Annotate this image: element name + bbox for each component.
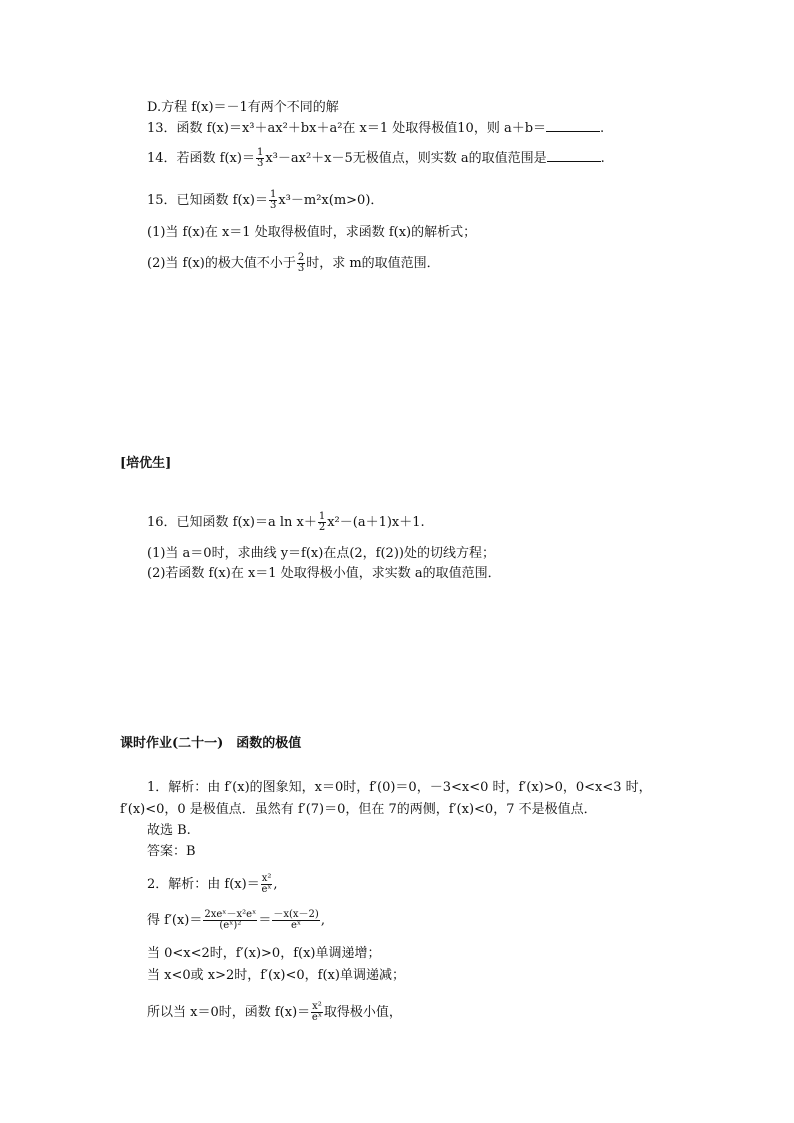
question-14-post: x³－ax²＋x－5无极值点，则实数 a的取值范围是 xyxy=(265,151,547,166)
fraction-denominator: eˣ xyxy=(291,920,302,931)
fraction-denominator: eˣ xyxy=(261,884,272,895)
answer-2-line-1 xyxy=(147,874,278,895)
answer-section-title: 课时作业(二十一) 函数的极值 xyxy=(120,736,302,751)
question-16-part-1: (1)当 a＝0时，求曲线 y＝f(x)在点(2，f(2))处的切线方程； xyxy=(147,546,495,561)
fraction-numerator: 1 xyxy=(269,189,277,200)
fraction-denominator: 3 xyxy=(269,200,277,211)
question-16-post: x²－(a＋1)x＋1. xyxy=(327,515,425,530)
question-14-end: . xyxy=(600,151,605,166)
fraction xyxy=(311,1002,323,1023)
fraction xyxy=(272,910,319,931)
fraction xyxy=(318,512,326,533)
answer-2-line-4: 当 x<0或 x>2时，f′(x)<0，f(x)单调递减； xyxy=(147,968,405,983)
equals-sign: ＝ xyxy=(258,913,272,928)
fraction-denominator: 3 xyxy=(256,158,264,169)
question-14-pre: 14．若函数 f(x)＝ xyxy=(147,151,255,166)
fraction-denominator: (eˣ)² xyxy=(219,920,242,931)
answer-2-line-3: 当 0<x<2时，f′(x)>0，f(x)单调递增； xyxy=(147,946,381,961)
question-16 xyxy=(147,512,425,533)
fraction-numerator: 2xeˣ－x²eˣ xyxy=(204,909,257,920)
line-post: , xyxy=(273,877,278,892)
question-14 xyxy=(147,148,605,169)
question-15-post: x³－m²x(m>0)． xyxy=(278,193,384,208)
answer-1-line-4: 答案：B xyxy=(147,844,196,859)
answer-2-line-2 xyxy=(147,910,325,931)
fraction-numerator: 1 xyxy=(256,147,264,158)
fraction-numerator: 1 xyxy=(318,511,326,522)
answer-blank xyxy=(546,120,600,132)
fraction xyxy=(203,910,257,931)
part-2-pre: (2)当 f(x)的极大值不小于 xyxy=(147,256,296,271)
fraction-numerator: x² xyxy=(261,873,272,884)
answer-1-line-2: f′(x)<0，0 是极值点．虽然有 f′(7)＝0，但在 7的两侧，f′(x)<0，7 不是极值点． xyxy=(120,802,597,817)
question-13 xyxy=(147,120,604,137)
question-15-part-1: (1)当 f(x)在 x＝1 处取得极值时，求函数 f(x)的解析式； xyxy=(147,225,477,240)
fraction xyxy=(269,190,277,211)
answer-1-line-1: 1．解析：由 f′(x)的图象知，x＝0时，f′(0)＝0，－3<x<0 时，f′(x)>0，0<x<3 时， xyxy=(147,780,652,795)
line-post: , xyxy=(320,913,325,928)
option-d-line: D.方程 f(x)＝－1有两个不同的解 xyxy=(147,100,339,115)
line-pre: 得 f′(x)＝ xyxy=(147,913,203,928)
question-16-pre: 16．已知函数 f(x)＝a ln x＋ xyxy=(147,515,317,530)
part-2-post: 时，求 m的取值范围． xyxy=(306,256,440,271)
fraction-numerator: x² xyxy=(312,1001,322,1012)
line-pre: 2．解析：由 f(x)＝ xyxy=(147,877,260,892)
answer-1-line-3: 故选 B. xyxy=(147,823,191,838)
fraction-denominator: eˣ xyxy=(311,1012,323,1023)
fraction-denominator: 3 xyxy=(297,263,305,274)
fraction xyxy=(261,874,273,895)
line-pre: 所以当 x＝0时，函数 f(x)＝ xyxy=(147,1005,311,1020)
question-13-text: 13．函数 f(x)＝x³＋ax²＋bx＋a²在 x＝1 处取得极值10，则 a＋b＝ xyxy=(147,121,547,136)
question-13-end: . xyxy=(600,121,605,136)
line-post: 取得极小值， xyxy=(323,1005,402,1020)
question-15-pre: 15．已知函数 f(x)＝ xyxy=(147,193,268,208)
fraction-denominator: 2 xyxy=(318,522,326,533)
answer-2-line-5 xyxy=(147,1002,402,1023)
fraction-numerator: 2 xyxy=(297,252,305,263)
question-16-part-2: (2)若函数 f(x)在 x＝1 处取得极小值，求实数 a的取值范围． xyxy=(147,566,501,581)
question-15-part-2 xyxy=(147,253,440,274)
question-15 xyxy=(147,190,383,211)
fraction xyxy=(297,253,305,274)
fraction xyxy=(256,148,264,169)
section-tag: [培优生] xyxy=(120,456,172,471)
answer-blank xyxy=(547,150,601,162)
fraction-numerator: －x(x－2) xyxy=(273,909,319,920)
